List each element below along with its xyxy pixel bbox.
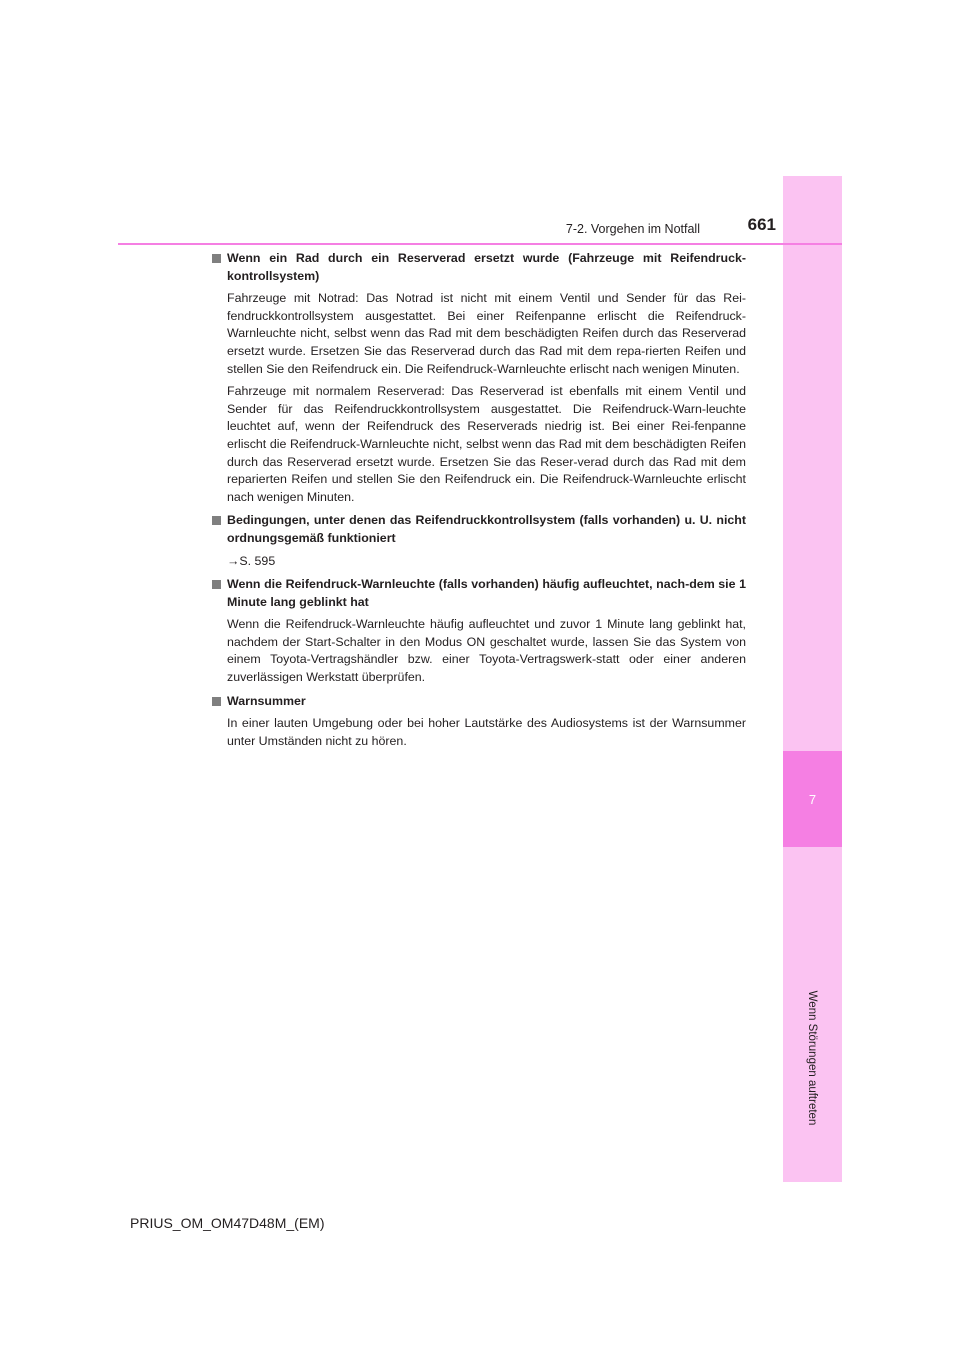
heading-text: Wenn die Reifendruck-Warnleuchte (falls vorhanden) häufig aufleuchtet, nach-dem sie 1 Minute lang geblinkt hat xyxy=(227,577,746,609)
section-heading xyxy=(210,250,746,285)
section-item-spare-wheel xyxy=(210,250,746,506)
heading-text: Warnsummer xyxy=(227,693,306,708)
document-code: PRIUS_OM_OM47D48M_(EM) xyxy=(130,1215,325,1231)
square-bullet-icon xyxy=(212,697,221,706)
square-bullet-icon xyxy=(212,580,221,589)
chapter-number-box xyxy=(783,751,842,847)
heading-text: Bedingungen, unter denen das Reifendruckkontrollsystem (falls vorhanden) u. U. nicht ordnungsgemäß funktioniert xyxy=(227,513,746,545)
section-heading xyxy=(210,576,746,611)
square-bullet-icon xyxy=(212,254,221,263)
paragraph: Wenn die Reifendruck-Warnleuchte häufig aufleuchtet und zuvor 1 Minute lang geblinkt hat, nachdem der Start-Schalter in den Modus ON geschaltet wurde, lassen Sie das System von einem Toyota-Vertragshändler bzw. einer Toyota-Vertragswerk-statt oder einer anderen zuverlässigen Werkstatt überprüfen. xyxy=(227,617,746,685)
section-item-conditions xyxy=(210,512,746,570)
square-bullet-icon xyxy=(212,516,221,525)
chapter-title: Wenn Störungen auftreten xyxy=(806,990,818,1126)
section-item-buzzer xyxy=(210,693,746,751)
chapter-side-tab xyxy=(783,176,842,1182)
section-heading xyxy=(210,512,746,547)
page-content xyxy=(210,250,746,756)
paragraph: Fahrzeuge mit normalem Reserverad: Das Reserverad ist ebenfalls mit einem Ventil und Sender für das Reifendruckkontrollsystem ausgestattet. Die Reifendruck-Warn-leuchte leuchtet auf, wenn der Reifendruck des Reserverads niedrig ist. Bei einer Rei-fenpanne erlischt die Reifendruck-Warnleuchte nicht, selbst wenn das Rad mit dem beschädigten Reifen durch das Reserverad ersetzt wurde. Ersetzen Sie das Reser-verad durch das Rad mit dem reparierten Reifen und stellen Sie den Reifendruck ein. Die Reifendruck-Warnleuchte erlischt nach wenigen Minuten. xyxy=(227,384,746,504)
section-heading xyxy=(210,693,746,711)
header-divider xyxy=(118,243,842,245)
page-reference: →S. 595 xyxy=(227,553,276,568)
section-item-warning-light xyxy=(210,576,746,687)
paragraph: Fahrzeuge mit Notrad: Das Notrad ist nicht mit einem Ventil und Sender für das Rei-fendruckkontrollsystem ausgestattet. Bei einer Reifenpanne erlischt die Reifendruck-Warnleuchte nicht, selbst wenn das Rad mit dem beschädigten Reifen durch das Reserverad ersetzt wurde. Ersetzen Sie das Reserverad durch das Rad mit dem repa-rierten Reifen und stellen Sie den Reifendruck ein. Die Reifendruck-Warnleuchte erlischt nach wenigen Minuten. xyxy=(227,291,746,376)
page-number: 661 xyxy=(747,215,776,234)
chapter-number: 7 xyxy=(808,791,817,807)
section-title: 7-2. Vorgehen im Notfall xyxy=(565,222,700,236)
heading-text: Wenn ein Rad durch ein Reserverad ersetzt wurde (Fahrzeuge mit Reifendruck-kontrollsystem) xyxy=(227,251,746,283)
paragraph: In einer lauten Umgebung oder bei hoher Lautstärke des Audiosystems ist der Warnsummer unter Umständen nicht zu hören. xyxy=(227,716,746,748)
